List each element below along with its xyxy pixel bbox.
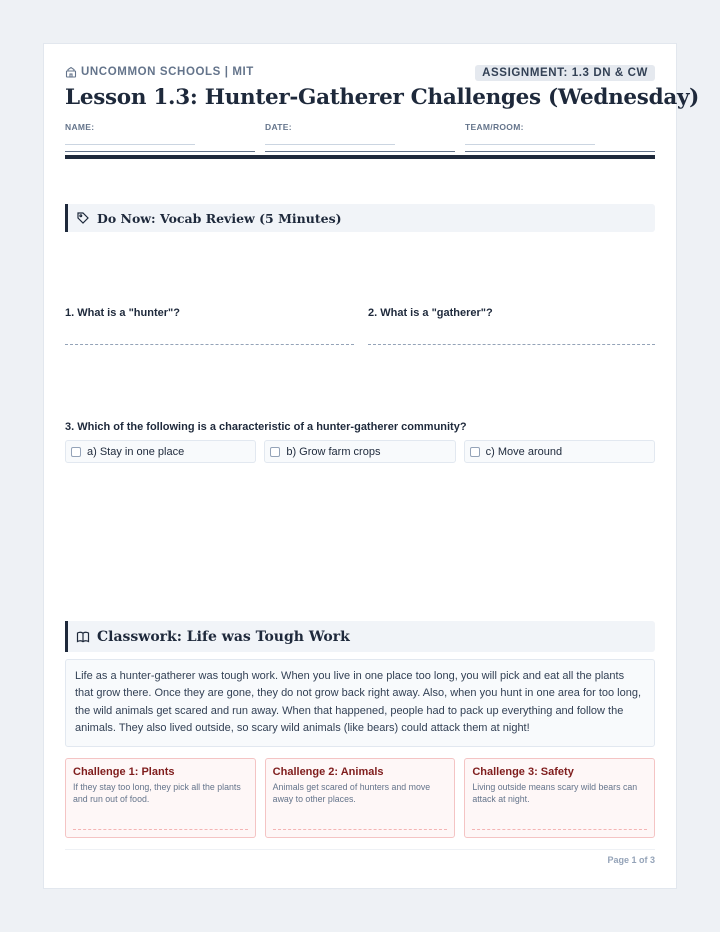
challenge-3-answer-line[interactable]: [472, 829, 647, 830]
challenge-2-answer-line[interactable]: [273, 829, 448, 830]
option-a[interactable]: [65, 440, 256, 463]
challenge-1-title: Challenge 1: Plants: [73, 766, 175, 778]
answer-line-2[interactable]: [368, 344, 655, 345]
name-field[interactable]: [65, 122, 255, 152]
header-top: [65, 66, 655, 82]
footer-divider: [65, 849, 655, 850]
challenge-3-title: Challenge 3: Safety: [472, 766, 574, 778]
header-divider: [65, 155, 655, 159]
option-c[interactable]: [464, 440, 655, 463]
do-now-title: Do Now: Vocab Review (5 Minutes): [97, 210, 342, 226]
student-info-fields: [65, 122, 655, 152]
checkbox-icon[interactable]: [270, 447, 280, 457]
choice-options: [65, 440, 655, 463]
challenge-card-safety: [464, 758, 655, 838]
team-room-field[interactable]: [465, 122, 655, 152]
checkbox-icon[interactable]: [71, 447, 81, 457]
org-name: UNCOMMON SCHOOLS | MIT: [81, 66, 254, 78]
answer-line-1[interactable]: [65, 344, 354, 345]
reading-passage: Life as a hunter-gatherer was tough work. When you live in one place too long, you will pick and eat all the plants that grow there. Once they are gone, they do not grow back right away. Also, when you hunt in one area for too long, the wild animals get scared and run away. When that happened, people had to pack up everything and follow the animals. They also lived outside, so scary wild animals (like bears) could attack them at night!: [65, 659, 655, 747]
name-label: NAME:: [65, 122, 95, 132]
worksheet-page: [43, 43, 700, 889]
option-b[interactable]: [264, 440, 455, 463]
challenge-3-desc: Living outside means scary wild bears can attack at night.: [472, 782, 638, 804]
option-c-label: c) Move around: [485, 445, 563, 458]
tag-icon: [76, 211, 90, 225]
question-3: 3. Which of the following is a characteristic of a hunter-gatherer community?: [65, 421, 467, 433]
option-b-label: b) Grow farm crops: [286, 445, 381, 458]
classwork-title: Classwork: Life was Tough Work: [97, 628, 350, 645]
do-now-heading: [65, 204, 655, 232]
classwork-heading: [65, 621, 655, 652]
org-label: [65, 66, 254, 78]
option-a-label: a) Stay in one place: [87, 445, 185, 458]
assignment-badge: ASSIGNMENT: 1.3 DN & CW: [475, 65, 655, 81]
book-icon: [76, 630, 90, 644]
date-label: DATE:: [265, 122, 292, 132]
school-icon: [65, 66, 77, 78]
question-1: 1. What is a "hunter"?: [65, 307, 180, 319]
challenge-card-plants: [65, 758, 256, 838]
date-field[interactable]: [265, 122, 455, 152]
challenge-cards: [65, 758, 655, 838]
checkbox-icon[interactable]: [470, 447, 480, 457]
challenge-2-desc: Animals get scared of hunters and move away to other places.: [272, 782, 431, 804]
challenge-2-title: Challenge 2: Animals: [272, 766, 384, 778]
challenge-card-animals: [265, 758, 456, 838]
page-number: Page 1 of 3: [607, 855, 655, 865]
challenge-1-answer-line[interactable]: [73, 829, 248, 830]
page-title: Lesson 1.3: Hunter-Gatherer Challenges (Wednesday): [65, 85, 700, 110]
question-2: 2. What is a "gatherer"?: [368, 307, 493, 319]
challenge-1-desc: If they stay too long, they pick all the plants and run out of food.: [73, 782, 241, 804]
team-room-label: TEAM/ROOM:: [465, 122, 524, 132]
